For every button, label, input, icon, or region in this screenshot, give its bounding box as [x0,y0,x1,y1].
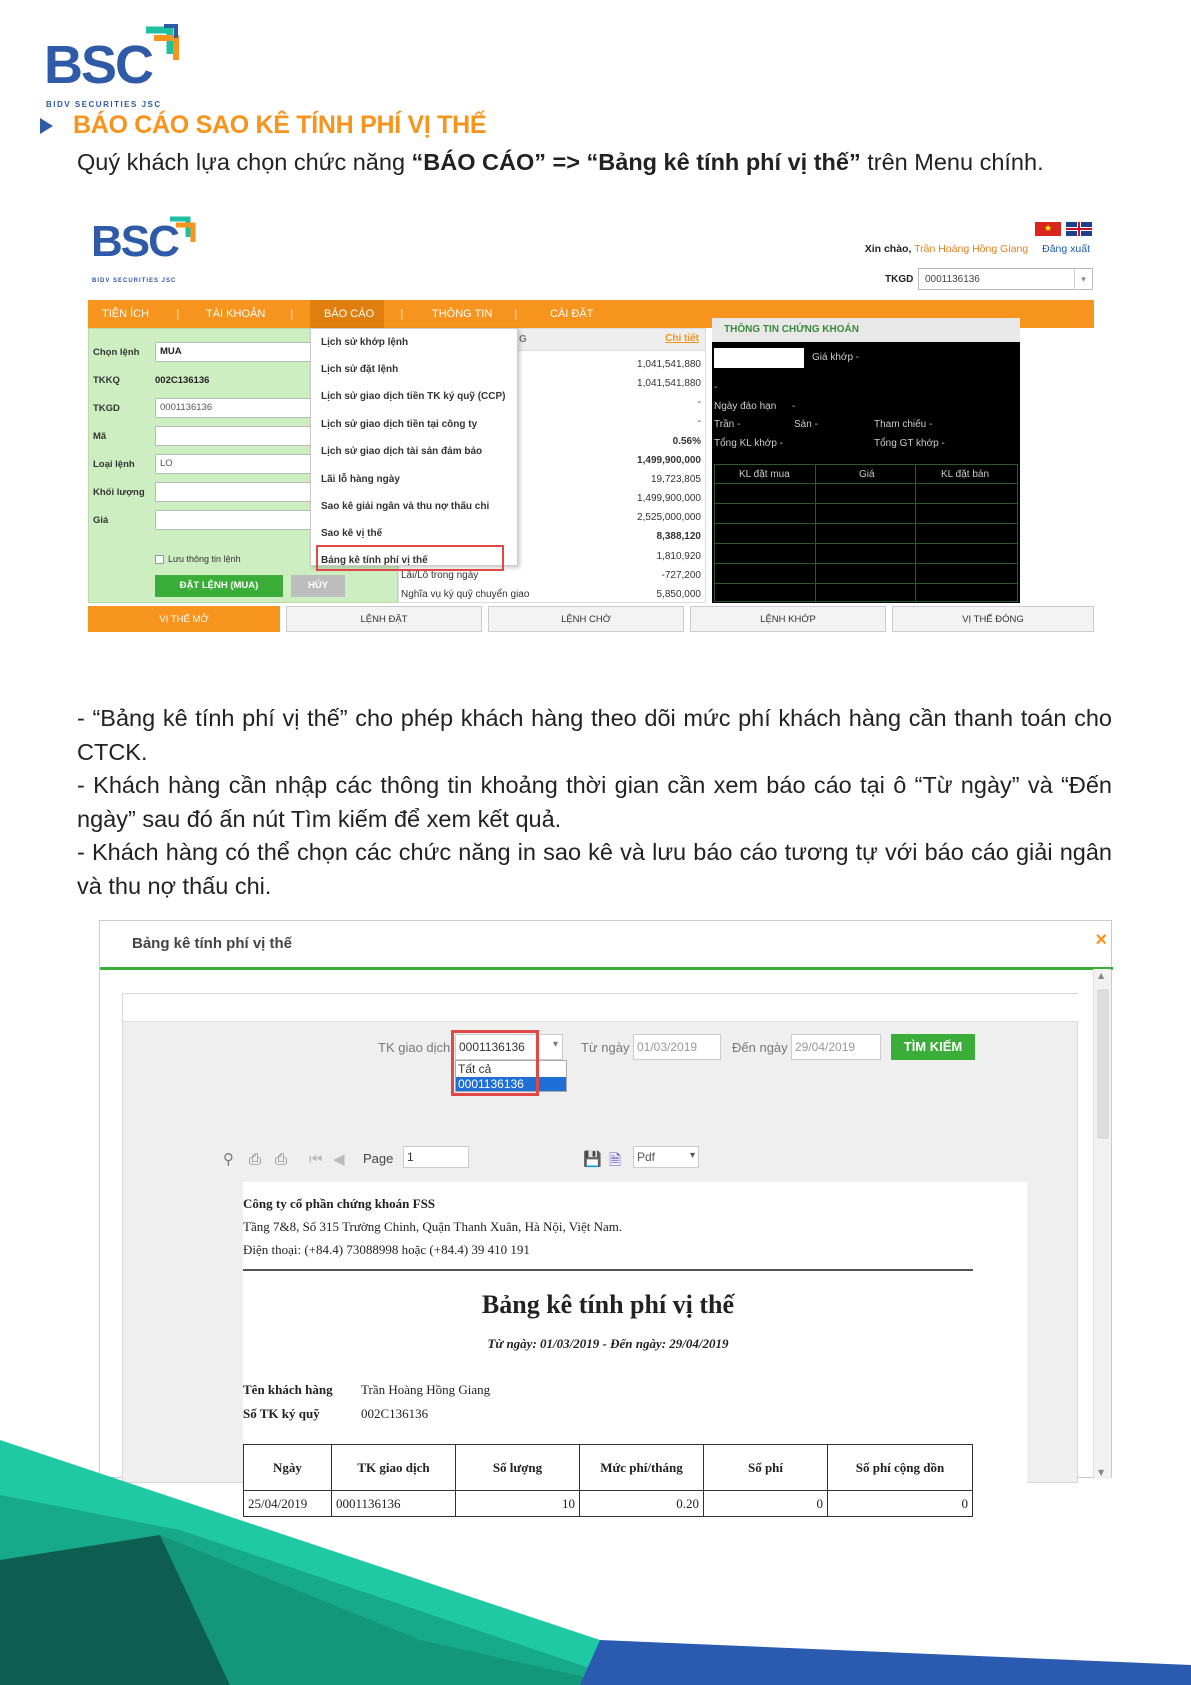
stock-info-panel: THÔNG TIN CHỨNG KHOÁN Giá khớp - - Ngày đáo hạn - Trần - Sàn - Tham chiếu - Tổng KL khớp - Tổng GT khớp - KL đặt mua Giá KL đặt bán [712,318,1020,603]
company-address: Tầng 7&8, Số 315 Trường Chinh, Quận Thanh Xuân, Hà Nội, Việt Nam. [243,1219,623,1234]
customer-value: Trần Hoàng Hồng Giang [361,1382,491,1397]
highlight-box [451,1030,539,1096]
scroll-down-icon[interactable]: ▼ [1098,1468,1105,1477]
highlight-box [316,545,504,571]
ma-input[interactable] [155,426,315,446]
den-ngay-label: Đến ngày [732,1040,788,1055]
account-value: 002C136136 [361,1406,429,1421]
page-input[interactable]: 1 [403,1146,469,1168]
first-page-icon[interactable]: ⏮ [309,1150,323,1168]
tkkq-value: 002C136136 [155,375,210,386]
bottom-tabs [88,606,1094,632]
tkgd-form-input[interactable]: 0001136136 [155,398,315,418]
format-select[interactable]: Pdf ▾ [633,1146,699,1168]
den-ngay-input[interactable]: 29/04/2019 [791,1034,881,1060]
table-header: Số phí cộng dồn [828,1445,973,1491]
tab-vi-the-dong[interactable]: VỊ THẾ ĐÓNG [892,606,1094,632]
dd-item[interactable]: Lịch sử giao dịch tiền tại công ty [321,419,478,430]
loai-lenh-input[interactable]: LO [155,454,315,474]
search-button[interactable]: TÌM KIẾM [891,1034,975,1060]
dd-item[interactable]: Lịch sử đặt lệnh [321,364,399,375]
order-book-table: KL đặt mua Giá KL đặt bán [714,464,1018,602]
save-order-checkbox[interactable]: Lưu thông tin lệnh [155,554,241,564]
dd-item[interactable]: Lịch sử khớp lệnh [321,337,409,348]
bsc-logo: BSC BIDV SECURITIES JSC [44,24,184,114]
bsc-logo-small: BSC BIDV SECURITIES JSC [91,214,201,284]
tkgd-form-label: TKGD [93,403,120,414]
scroll-up-icon[interactable]: ▲ [1098,971,1105,980]
dd-item-bang-ke-tinh-phi[interactable]: Bảng kê tính phí vị thế [321,555,428,566]
report-title: Bảng kê tính phí vị thế [481,1290,735,1319]
menu-bao-cao[interactable]: BÁO CÁO [310,300,384,328]
chon-lenh-label: Chọn lệnh [93,347,140,358]
tkgd-select[interactable]: 0001136136 ▾ [918,268,1093,290]
prev-page-icon[interactable]: ◀ [333,1150,345,1168]
table-header: Ngày [244,1445,332,1491]
loai-lenh-label: Loại lệnh [93,459,135,470]
chevron-down-icon: ▾ [552,1039,558,1050]
print-icon[interactable]: ⎙ [249,1150,262,1168]
dd-item[interactable]: Lịch sử giao dịch tài sản đảm bảo [321,446,483,457]
company-phone: Điện thoại: (+84.4) 73088998 hoặc (+84.4) 39 410 191 [243,1242,530,1257]
tkkq-label: TKKQ [93,375,120,386]
instruction-line: - Khách hàng cần nhập các thông tin khoảng thời gian cần xem báo cáo tại ô “Từ ngày” và “Đến ngày” sau đó ấn nút Tìm kiếm để xem kết quả. [77,772,1112,832]
dialog-title: Bảng kê tính phí vị thế [132,935,293,952]
khoi-luong-input[interactable] [155,482,315,502]
dd-item[interactable]: Lịch sử giao dịch tiền TK ký quỹ (CCP) [321,391,506,402]
account-label: Số TK ký quỹ [243,1406,320,1421]
vietnam-flag-icon[interactable]: ★ [1035,222,1061,236]
menu-cai-dat[interactable]: CÀI ĐẶT [550,308,594,320]
customer-label: Tên khách hàng [243,1382,333,1397]
intro-paragraph: Quý khách lựa chọn chức năng “BÁO CÁO” => “Bảng kê tính phí vị thế” trên Menu chính. [77,149,1044,175]
main-menu: TIỆN ÍCH | TÀI KHOẢN | BÁO CÁO | THÔNG TIN | CÀI ĐẶT [88,300,1094,328]
tab-lenh-cho[interactable]: LỆNH CHỜ [488,606,684,632]
chon-lenh-select[interactable]: MUA [155,342,315,362]
cancel-button[interactable]: HỦY [291,575,345,597]
scrollbar[interactable] [1093,969,1111,1479]
decorative-footer [0,1440,1191,1685]
close-icon[interactable]: × [1095,929,1107,951]
company-name: Công ty cổ phần chứng khoán FSS [243,1196,436,1211]
tu-ngay-input[interactable]: 01/03/2019 [633,1034,721,1060]
dd-item[interactable]: Lãi lỗ hàng ngày [321,474,400,485]
logout-link[interactable]: Đăng xuất [1042,243,1090,255]
instructions [77,702,1112,903]
table-row: 25/04/2019 0001136136 10 0.20 0 0 [244,1491,973,1517]
table-header: TK giao dịch [332,1445,456,1491]
menu-tai-khoan[interactable]: TÀI KHOẢN [206,308,266,320]
report-body [122,993,1078,1511]
dd-item[interactable]: Sao kê giải ngân và thu nợ thấu chi [321,501,490,512]
khoi-luong-label: Khối lượng [93,487,145,498]
stock-code-input[interactable] [714,348,804,368]
tkgd-label: TKGD [885,274,914,285]
instruction-line: - Khách hàng có thể chọn các chức năng in sao kê và lưu báo cáo tương tự với báo cáo giải ngân và thu nợ thấu chi. [77,839,1112,899]
account-summary-panel: G Chi tiết 1,041,541,880 1,041,541,880 - - 0.56% 1,499,900,000 19,723,805 1,499,900,000 2,525,000,000 8,388,120 1,810,920 Lãi/Lỗ trong ngày -727,200 Nghĩa vụ ký quỹ chuyển giao 5,850,000 [398,328,706,603]
page-label: Page [363,1151,394,1166]
gia-label: Giá [93,515,109,526]
tab-lenh-dat[interactable]: LỆNH ĐẶT [286,606,482,632]
report-toolbar [223,1144,843,1174]
bao-cao-dropdown [310,328,518,566]
gia-input[interactable] [155,510,315,530]
menu-tien-ich[interactable]: TIỆN ÍCH [102,308,150,320]
tu-ngay-label: Từ ngày [581,1040,630,1055]
uk-flag-icon[interactable] [1066,222,1092,236]
table-header: Số lượng [456,1445,580,1491]
chi-tiet-link[interactable]: Chi tiết [665,333,699,344]
tk-giao-dich-label: TK giao dịch [378,1040,451,1055]
print-settings-icon[interactable]: ⎙ [275,1150,288,1168]
option-all[interactable]: Tất cả [458,1062,492,1076]
tab-vi-the-mo[interactable]: VỊ THẾ MỞ [88,606,280,632]
save-icon[interactable]: 💾 [583,1150,602,1168]
ma-label: Mã [93,431,107,442]
user-name: Trần Hoàng Hồng Giang [914,243,1029,255]
binoculars-icon[interactable]: ⚲ [223,1150,234,1168]
menu-thong-tin[interactable]: THÔNG TIN [432,308,493,320]
place-order-button[interactable]: ĐẶT LỆNH (MUA) [155,575,283,597]
table-header: Mức phí/tháng [580,1445,704,1491]
chevron-down-icon: ▾ [1074,269,1092,289]
instruction-line: - “Bảng kê tính phí vị thế” cho phép khách hàng theo dõi mức phí khách hàng cần thanh toán cho CTCK. [77,705,1112,765]
tab-lenh-khop[interactable]: LỆNH KHỚP [690,606,886,632]
menu-screenshot [88,210,1098,680]
report-range: Từ ngày: 01/03/2019 - Đến ngày: 29/04/2019 [487,1336,729,1351]
table-header: Số phí [704,1445,828,1491]
chevron-down-icon: ▾ [689,1150,695,1161]
dd-item[interactable]: Sao kê vị thế [321,528,383,539]
section-heading: BÁO CÁO SAO KÊ TÍNH PHÍ VỊ THẾ [73,111,487,139]
option-account[interactable]: 0001136136 [458,1077,524,1091]
export-icon[interactable]: 🗎 [609,1151,622,1169]
tk-giao-dich-select[interactable]: 0001136136 ▾ [455,1034,563,1060]
heading-bullet-icon [40,118,53,134]
report-dialog-screenshot [99,920,1112,1511]
greeting: Xin chào, Trần Hoàng Hồng Giang Đăng xuất [864,243,1090,255]
